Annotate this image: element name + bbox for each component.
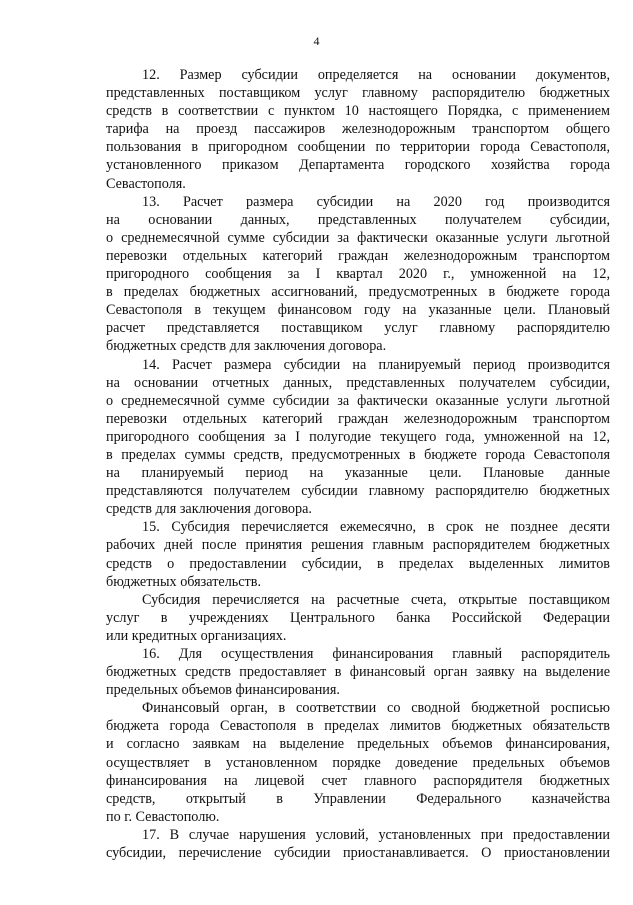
text-line: расчет представляется поставщиком услуг главному распорядителю: [106, 320, 610, 337]
text-line: о среднемесячной сумме субсидии за фактически оказанные услуги льготной: [106, 229, 610, 246]
paragraph-p13: [106, 193, 610, 356]
paragraph-p15b: [106, 591, 610, 645]
text-line: средств, открытый в Управлении Федерального казначейства: [106, 790, 610, 807]
text-line: средств о предоставлении субсидии, в пределах выделенных лимитов: [106, 555, 610, 572]
text-line: установленного приказом Департамента городского хозяйства города: [106, 157, 610, 174]
text-line: тарифа на проезд пассажиров железнодорожным транспортом общего: [106, 121, 610, 138]
text-line: на основании данных, представленных получателем субсидии,: [106, 211, 610, 228]
text-line: 14. Расчет размера субсидии на планируемый период производится: [142, 356, 610, 373]
text-line: перевозки отдельных категорий граждан железнодорожным транспортом: [106, 247, 610, 264]
text-line: предельных объемов финансирования.: [106, 682, 340, 699]
text-line: о среднемесячной сумме субсидии за фактически оказанные услуги льготной: [106, 392, 610, 409]
page-number: 4: [313, 34, 320, 48]
text-line: бюджетных средств предоставляет в финансовый орган заявку на выделение: [106, 664, 610, 681]
text-line: представляются получателем субсидии главному распорядителю бюджетных: [106, 483, 610, 500]
text-line: в пределах бюджетных ассигнований, предусмотренных в бюджете города: [106, 284, 610, 301]
text-line: рабочих дней после принятия решения главным распорядителем бюджетных: [106, 537, 610, 554]
paragraph-p16b: [106, 699, 610, 826]
text-line: перевозки отдельных категорий граждан железнодорожным транспортом: [106, 410, 610, 427]
paragraph-p17: [106, 826, 610, 862]
text-line: 13. Расчет размера субсидии на 2020 год производится: [142, 193, 610, 210]
text-line: осуществляет в установленном порядке доведение предельных объемов: [106, 754, 610, 771]
text-line: услуг в учреждениях Центрального банка Российской Федерации: [106, 609, 610, 626]
text-line: на основании отчетных данных, представленных получателем субсидии,: [106, 374, 610, 391]
paragraph-p12: [106, 66, 610, 193]
text-line: и согласно заявкам на выделение предельных объемов финансирования,: [106, 736, 610, 753]
text-line: 17. В случае нарушения условий, установленных при предоставлении: [142, 826, 610, 843]
text-line: финансирования на лицевой счет главного распорядителя бюджетных: [106, 772, 610, 789]
text-line: бюджетных обязательств.: [106, 573, 262, 590]
paragraph-p16: [106, 645, 610, 699]
text-line: субсидии, перечисление субсидии приостанавливается. О приостановлении: [106, 845, 610, 862]
text-line: представленных поставщиком услуг главному распорядителю бюджетных: [106, 85, 610, 102]
text-line: бюджетных средств для заключения договора.: [106, 338, 387, 355]
text-line: Субсидия перечисляется на расчетные счета, открытые поставщиком: [142, 591, 610, 608]
text-line: 12. Размер субсидии определяется на основании документов,: [142, 67, 610, 83]
paragraph-p14: [106, 356, 610, 519]
text-line: средств для заключения договора.: [106, 501, 312, 518]
text-line: 15. Субсидия перечисляется ежемесячно, в срок не позднее десяти: [142, 519, 610, 536]
text-line: пригородного сообщения за I квартал 2020 г., умноженной на 12,: [106, 266, 610, 283]
text-line: в пределах суммы средств, предусмотренных в бюджете города Севастополя: [106, 446, 610, 463]
text-line: Финансовый орган, в соответствии со сводной бюджетной росписью: [142, 700, 610, 717]
text-line: пользования в пригородном сообщении по территории города Севастополя,: [106, 139, 610, 156]
paragraph-p15: [106, 518, 610, 590]
text-line: бюджета города Севастополя в пределах лимитов бюджетных обязательств: [106, 718, 610, 735]
text-line: или кредитных организациях.: [106, 627, 287, 644]
text-line: Севастополя в текущем финансовом году на указанные цели. Плановый: [106, 302, 610, 319]
text-line: пригородного сообщения за I полугодие текущего года, умноженной на 12,: [106, 428, 610, 445]
document-body: [106, 66, 610, 862]
text-line: 16. Для осуществления финансирования главный распорядитель: [142, 646, 610, 662]
text-line: по г. Севастополю.: [106, 808, 220, 825]
text-line: средств в соответствии с пунктом 10 настоящего Порядка, с применением: [106, 103, 610, 120]
text-line: Севастополя.: [106, 175, 186, 192]
text-line: на планируемый период на указанные цели. Плановые данные: [106, 465, 610, 482]
